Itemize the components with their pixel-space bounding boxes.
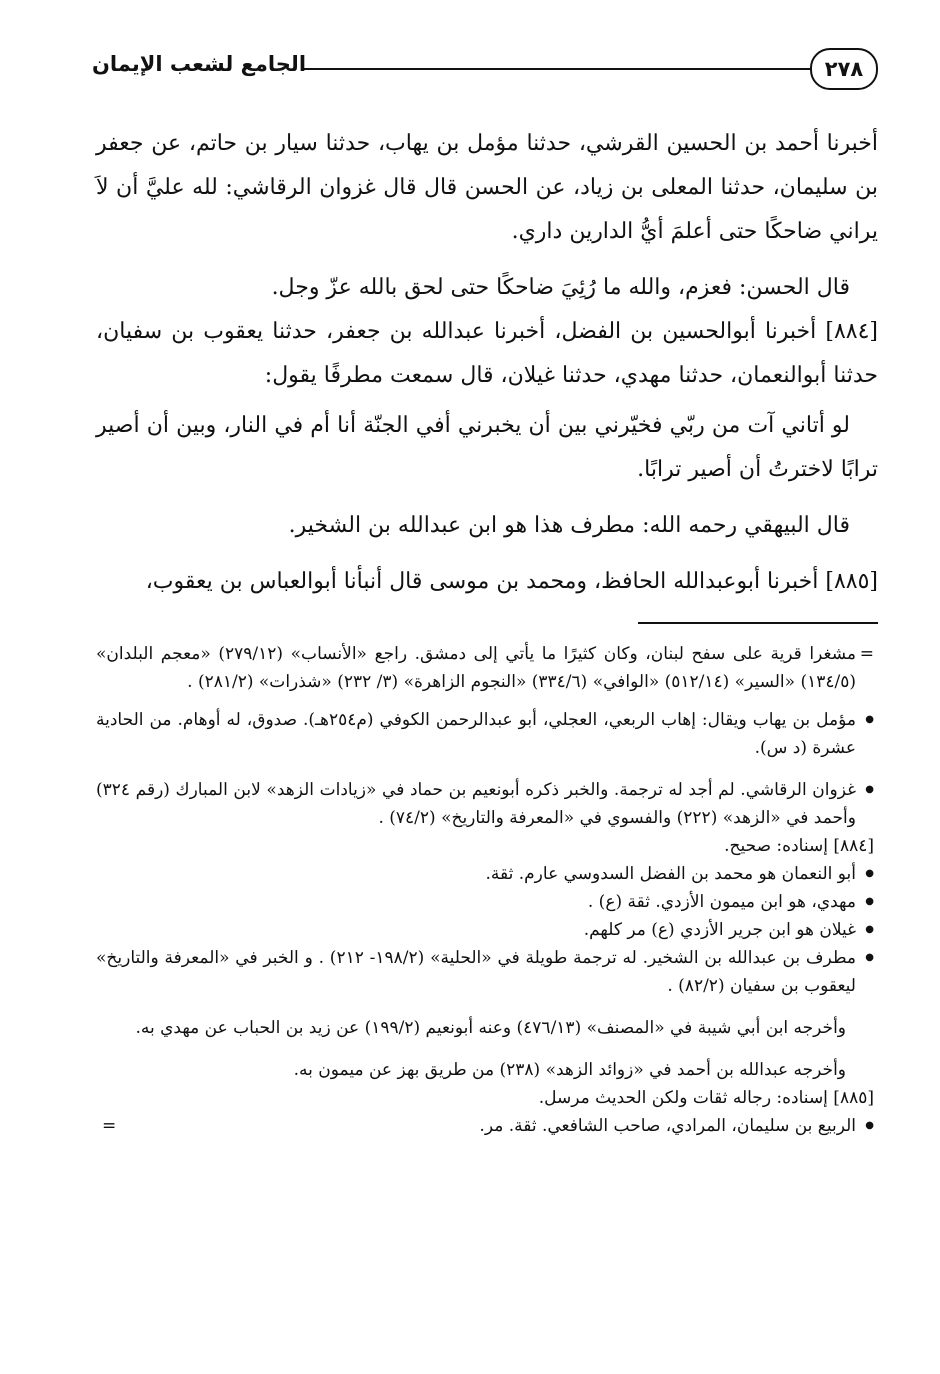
footnote-isnad-884: [٨٨٤] إسناده: صحيح. <box>724 836 874 856</box>
footnote-continuation-text: مشغرا قرية على سفح لبنان، وكان كثيرًا ما يأتي إلى دمشق. راجع «الأنساب» (٢٧٩/١٢) «معجم البلدان» (١٣٤/٥) «السير» (٥١٢/١٤) «الوافي» (٣٣٤/٦) «النجوم الزاهرة» (٣/ ٢٣٢) «شذرات» (٢٨١/٢) . <box>96 644 856 692</box>
paragraph-ghazwan-report: أخبرنا أحمد بن الحسين القرشي، حدثنا مؤمل بن يهاب، حدثنا سيار بن حاتم، عن جعفر بن سليمان، حدثنا المعلى بن زياد، عن الحسن قال قال غزوان الرقاشي: لله عليَّ أن لاَ يراني ضاحكًا حتى أعلمَ أيُّ الدارين داري. <box>96 131 878 244</box>
footnote-ghazwan: ● غزوان الرقاشي. لم أجد له ترجمة. والخبر ذكره أبونعيم بن حماد في «زيادات الزهد» لابن المبارك (رقم ٣٢٤) وأحمد في «الزهد» (٢٢٢) والفسوي في «المعرفة والتاريخ» (٧٤/٢) . <box>96 776 874 832</box>
footnote-884-item: ● غيلان هو ابن جرير الأزدي (ع) مر كلهم. <box>96 916 874 944</box>
page-header <box>92 48 878 96</box>
page-number: ٢٧٨ <box>810 48 878 90</box>
continuation-mark: = <box>859 644 874 664</box>
book-title: الجامع لشعب الإيمان <box>92 52 307 76</box>
footnote-isnad-885: [٨٨٥] إسناده: رجاله ثقات ولكن الحديث مرسل. <box>538 1088 874 1108</box>
paragraph-hadith-884: [٨٨٤] أخبرنا أبوالحسين بن الفضل، أخبرنا عبدالله بن جعفر، حدثنا يعقوب بن سفيان، حدثنا أبوالنعمان، حدثنا مهدي، حدثنا غيلان، قال سمعت مطرفًا يقول: <box>96 319 878 388</box>
paragraph-mutarrif-saying: لو أتاني آت من ربّي فخيّرني بين أن يخبرني أفي الجنّة أنا أم في النار، وبين أن أصير ترابًا لاخترتُ أن أصير ترابًا. <box>96 413 878 482</box>
footnote-885-item: ● الربيع بن سليمان، المرادي، صاحب الشافعي. ثقة. مر. <box>96 1112 874 1140</box>
footnote-continuation <box>96 640 874 696</box>
paragraph-bayhaqi-comment: قال البيهقي رحمه الله: مطرف هذا هو ابن عبدالله بن الشخير. <box>288 513 850 538</box>
footnote-885-row <box>96 1112 874 1140</box>
footnotes <box>96 640 874 1140</box>
paragraph-hadith-885: [٨٨٥] أخبرنا أبوعبدالله الحافظ، ومحمد بن موسى قال أنبأنا أبوالعباس بن يعقوب، <box>145 569 878 594</box>
footnote-separator <box>638 622 878 624</box>
paragraph-hasan-saying: قال الحسن: فعزم، والله ما رُئِيَ ضاحكًا حتى لحق بالله عزّ وجل. <box>271 275 850 300</box>
footnote-884-item: ● مهدي، هو ابن ميمون الأزدي. ثقة (ع) . <box>96 888 874 916</box>
footnote-884-item: ● مطرف بن عبدالله بن الشخير. له ترجمة طويلة في «الحلية» (١٩٨/٢- ٢١٢) . و الخبر في «المعرفة والتاريخ» ليعقوب بن سفيان (٨٢/٢) . <box>96 944 874 1000</box>
header-rule <box>304 68 810 70</box>
footnote-takhrij-1: وأخرجه ابن أبي شيبة في «المصنف» (٤٧٦/١٣) وعنه أبونعيم (١٩٩/٢) عن زيد بن الحباب عن مهدي به. <box>135 1018 846 1038</box>
footnote-muammal: ● مؤمل بن يهاب ويقال: إهاب الربعي، العجلي، أبو عبدالرحمن الكوفي (م٢٥٤هـ). صدوق، له أوهام. من الحادية عشرة (د س). <box>96 706 874 762</box>
page-end-mark: = <box>102 1116 117 1136</box>
footnote-884-item: ● أبو النعمان هو محمد بن الفضل السدوسي عارم. ثقة. <box>96 860 874 888</box>
footnote-takhrij-2: وأخرجه عبدالله بن أحمد في «زوائد الزهد» (٢٣٨) من طريق بهز عن ميمون به. <box>293 1060 846 1080</box>
main-text <box>96 122 878 604</box>
